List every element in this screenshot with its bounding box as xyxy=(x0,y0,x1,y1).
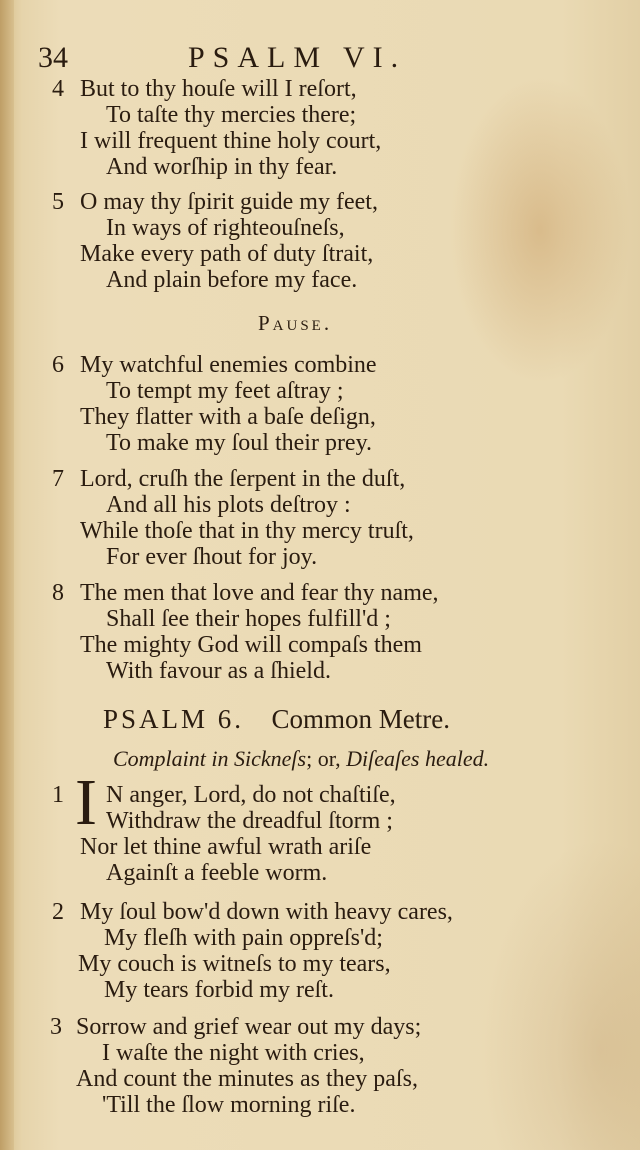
verse-line: And all his plots deſtroy : xyxy=(106,492,351,518)
verse-line: Make every path of duty ſtrait, xyxy=(80,241,374,267)
verse-number: 1 xyxy=(52,782,64,808)
verse-line: My tears forbid my reſt. xyxy=(104,977,334,1003)
subtitle-part-a: Complaint in Sickneſs xyxy=(113,746,307,771)
verse-line: And plain before my face. xyxy=(106,267,358,293)
verse-line: With favour as a ſhield. xyxy=(106,658,331,684)
verse-line: My ſoul bow'd down with heavy cares, xyxy=(80,899,453,925)
verse-line: But to thy houſe will I reſort, xyxy=(80,76,357,102)
verse-number: 5 xyxy=(52,189,64,215)
verse-line: Lord, cruſh the ſerpent in the duſt, xyxy=(80,466,406,492)
verse-line: To make my ſoul their prey. xyxy=(106,430,373,456)
subtitle-separator: ; or, xyxy=(306,746,341,771)
psalm-heading xyxy=(103,704,450,735)
verse-line: Againſt a feeble worm. xyxy=(106,860,328,886)
verse-number: 8 xyxy=(52,580,64,606)
pause-heading: Pause. xyxy=(258,311,333,335)
verse-line: They flatter with a baſe deſign, xyxy=(80,404,376,430)
verse-line: O may thy ſpirit guide my feet, xyxy=(80,189,378,215)
subtitle-part-b: Diſeaſes healed. xyxy=(346,746,490,771)
verse-line: And count the minutes as they paſs, xyxy=(76,1066,418,1092)
verse-line: N anger, Lord, do not chaſtiſe, xyxy=(106,782,396,808)
verse-line: Shall ſee their hopes fulfill'd ; xyxy=(106,606,391,632)
running-title: PSALM VI. xyxy=(188,41,407,74)
verse-line: 'Till the ſlow morning riſe. xyxy=(102,1092,356,1118)
verse-number: 6 xyxy=(52,352,64,378)
verse-line: To taſte thy mercies there; xyxy=(106,102,357,128)
verse-line: Nor let thine awful wrath ariſe xyxy=(80,834,372,860)
verse-line: My watchful enemies combine xyxy=(80,352,377,378)
verse-line: My fleſh with pain oppreſs'd; xyxy=(104,925,383,951)
verse-line: To tempt my feet aſtray ; xyxy=(106,378,344,404)
verse-number: 2 xyxy=(52,899,64,925)
drop-cap: I xyxy=(75,766,97,839)
verse-line: I waſte the night with cries, xyxy=(102,1040,365,1066)
psalm-subtitle xyxy=(113,746,489,772)
verse-line: In ways of righteouſneſs, xyxy=(106,215,345,241)
verse-number: 4 xyxy=(52,76,64,102)
verse-line: My couch is witneſs to my tears, xyxy=(78,951,391,977)
verse-line: Withdraw the dreadful ſtorm ; xyxy=(106,808,393,834)
metre-label: Common Metre. xyxy=(271,704,451,734)
verse-line: While thoſe that in thy mercy truſt, xyxy=(80,518,414,544)
verse-line: And worſhip in thy fear. xyxy=(106,154,338,180)
psalm-number: PSALM 6. xyxy=(103,704,245,734)
verse-number: 3 xyxy=(50,1014,62,1040)
page-number: 34 xyxy=(38,41,68,74)
verse-number: 7 xyxy=(52,466,64,492)
verse-line: Sorrow and grief wear out my days; xyxy=(76,1014,422,1040)
verse-line: The mighty God will compaſs them xyxy=(80,632,422,658)
verse-line: For ever ſhout for joy. xyxy=(106,544,318,570)
page-gutter xyxy=(0,0,14,1150)
verse-line: The men that love and fear thy name, xyxy=(80,580,439,606)
verse-line: I will frequent thine holy court, xyxy=(80,128,382,154)
